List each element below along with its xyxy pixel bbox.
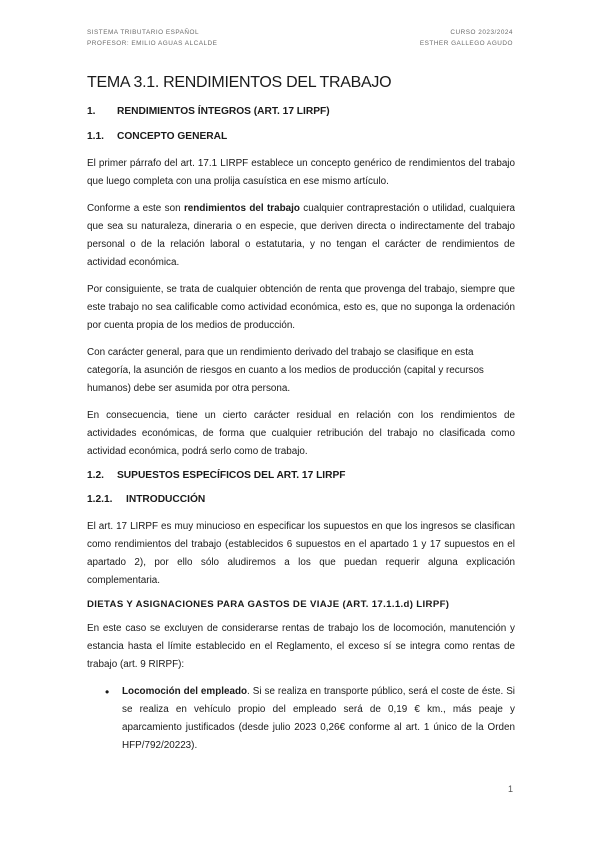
- section-number: 1.2.: [87, 470, 104, 481]
- section-title: CONCEPTO GENERAL: [117, 131, 228, 142]
- section-number: 1.2.1.: [87, 494, 113, 505]
- paragraph-text: cualquier contraprestación o utilidad, cualquiera que sea su naturaleza, dineraria o en especie, que deriven directa o indirectamente del trabajo personal o de la relación laboral o estatutaria, y no tengan el carácter de rendimientos de actividad económica.: [87, 203, 515, 268]
- paragraph-text: Conforme a este son: [87, 203, 184, 214]
- section-title: SUPUESTOS ESPECÍFICOS DEL ART. 17 LIRPF: [117, 470, 346, 481]
- paragraph: En este caso se excluyen de considerarse rentas de trabajo los de locomoción, manutención y estancia hasta el límite establecido en el Reglamento, el exceso sí se integra como rentas de trabajo (art. 9 RIRPF):: [87, 623, 515, 670]
- bold-term: rendimientos del trabajo: [183, 203, 300, 214]
- list-item-text: . Si se realiza en transporte público, será el coste de éste. Si se realiza en vehículo propio del empleado será de 0,19 € km., más peaje y aparcamiento justificados (desde julio 2023 0,26€ conforme al art. 1 único de la Orden HFP/792/20223).: [122, 686, 515, 751]
- page-number: 1: [507, 784, 513, 794]
- paragraph: Con carácter general, para que un rendimiento derivado del trabajo se clasifique en esta categoría, la asunción de riesgos en cuanto a los medios de producción (capital y recursos humanos) debe ser asumida por otra persona.: [87, 347, 484, 394]
- section-number: 1.1.: [87, 131, 104, 142]
- document-body: [87, 74, 515, 755]
- document-title: TEMA 3.1. RENDIMIENTOS DEL TRABAJO: [87, 74, 392, 91]
- header-subject: SISTEMA TRIBUTARIO ESPAÑOL: [87, 29, 200, 36]
- section-heading-1: [87, 106, 515, 117]
- paragraph: El art. 17 LIRPF es muy minucioso en especificar los supuestos en que los ingresos se clasifican como rendimientos del trabajo (establecidos 6 supuestos en el apartado 1 y 17 supuestos en el apartado 2), por ello sólo aludiremos a los que puedan requerir alguna explicación complementaria.: [87, 521, 515, 586]
- section-heading-1-2: [87, 470, 515, 481]
- paragraph: [87, 200, 515, 272]
- header-course: CURSO 2023/2024: [450, 29, 513, 36]
- paragraph: En consecuencia, tiene un cierto carácter residual en relación con los rendimientos de actividades económicas, de forma que cualquier retribución del trabajo no clasificada como actividad económica, podrá serlo como de trabajo.: [87, 410, 515, 457]
- header-professor: PROFESOR: EMILIO AGUAS ALCALDE: [87, 40, 218, 47]
- bold-term: Locomoción del empleado: [122, 686, 248, 697]
- section-heading-1-2-1: [87, 494, 515, 505]
- paragraph: El primer párrafo del art. 17.1 LIRPF establece un concepto genérico de rendimientos del trabajo que luego completa con una prolija casuística en ese mismo artículo.: [87, 158, 515, 187]
- section-title: INTRODUCCIÓN: [126, 494, 206, 505]
- bullet-list: [87, 683, 515, 755]
- page-header-right: [420, 27, 513, 49]
- paragraph: Por consiguiente, se trata de cualquier obtención de renta que provenga del trabajo, siempre que este trabajo no sea calificable como actividad económica, esto es, que no suponga la ordenación por cuenta propia de los medios de producción.: [87, 284, 515, 331]
- list-item: [122, 683, 515, 755]
- section-title: RENDIMIENTOS ÍNTEGROS (ART. 17 LIRPF): [117, 106, 330, 117]
- subheading-dietas: DIETAS Y ASIGNACIONES PARA GASTOS DE VIAJE (ART. 17.1.1.d) LIRPF): [87, 599, 450, 610]
- section-number: 1.: [87, 106, 96, 117]
- section-heading-1-1: [87, 131, 515, 142]
- page-header-left: [87, 27, 217, 49]
- header-student: ESTHER GALLEGO AGUDO: [419, 40, 513, 47]
